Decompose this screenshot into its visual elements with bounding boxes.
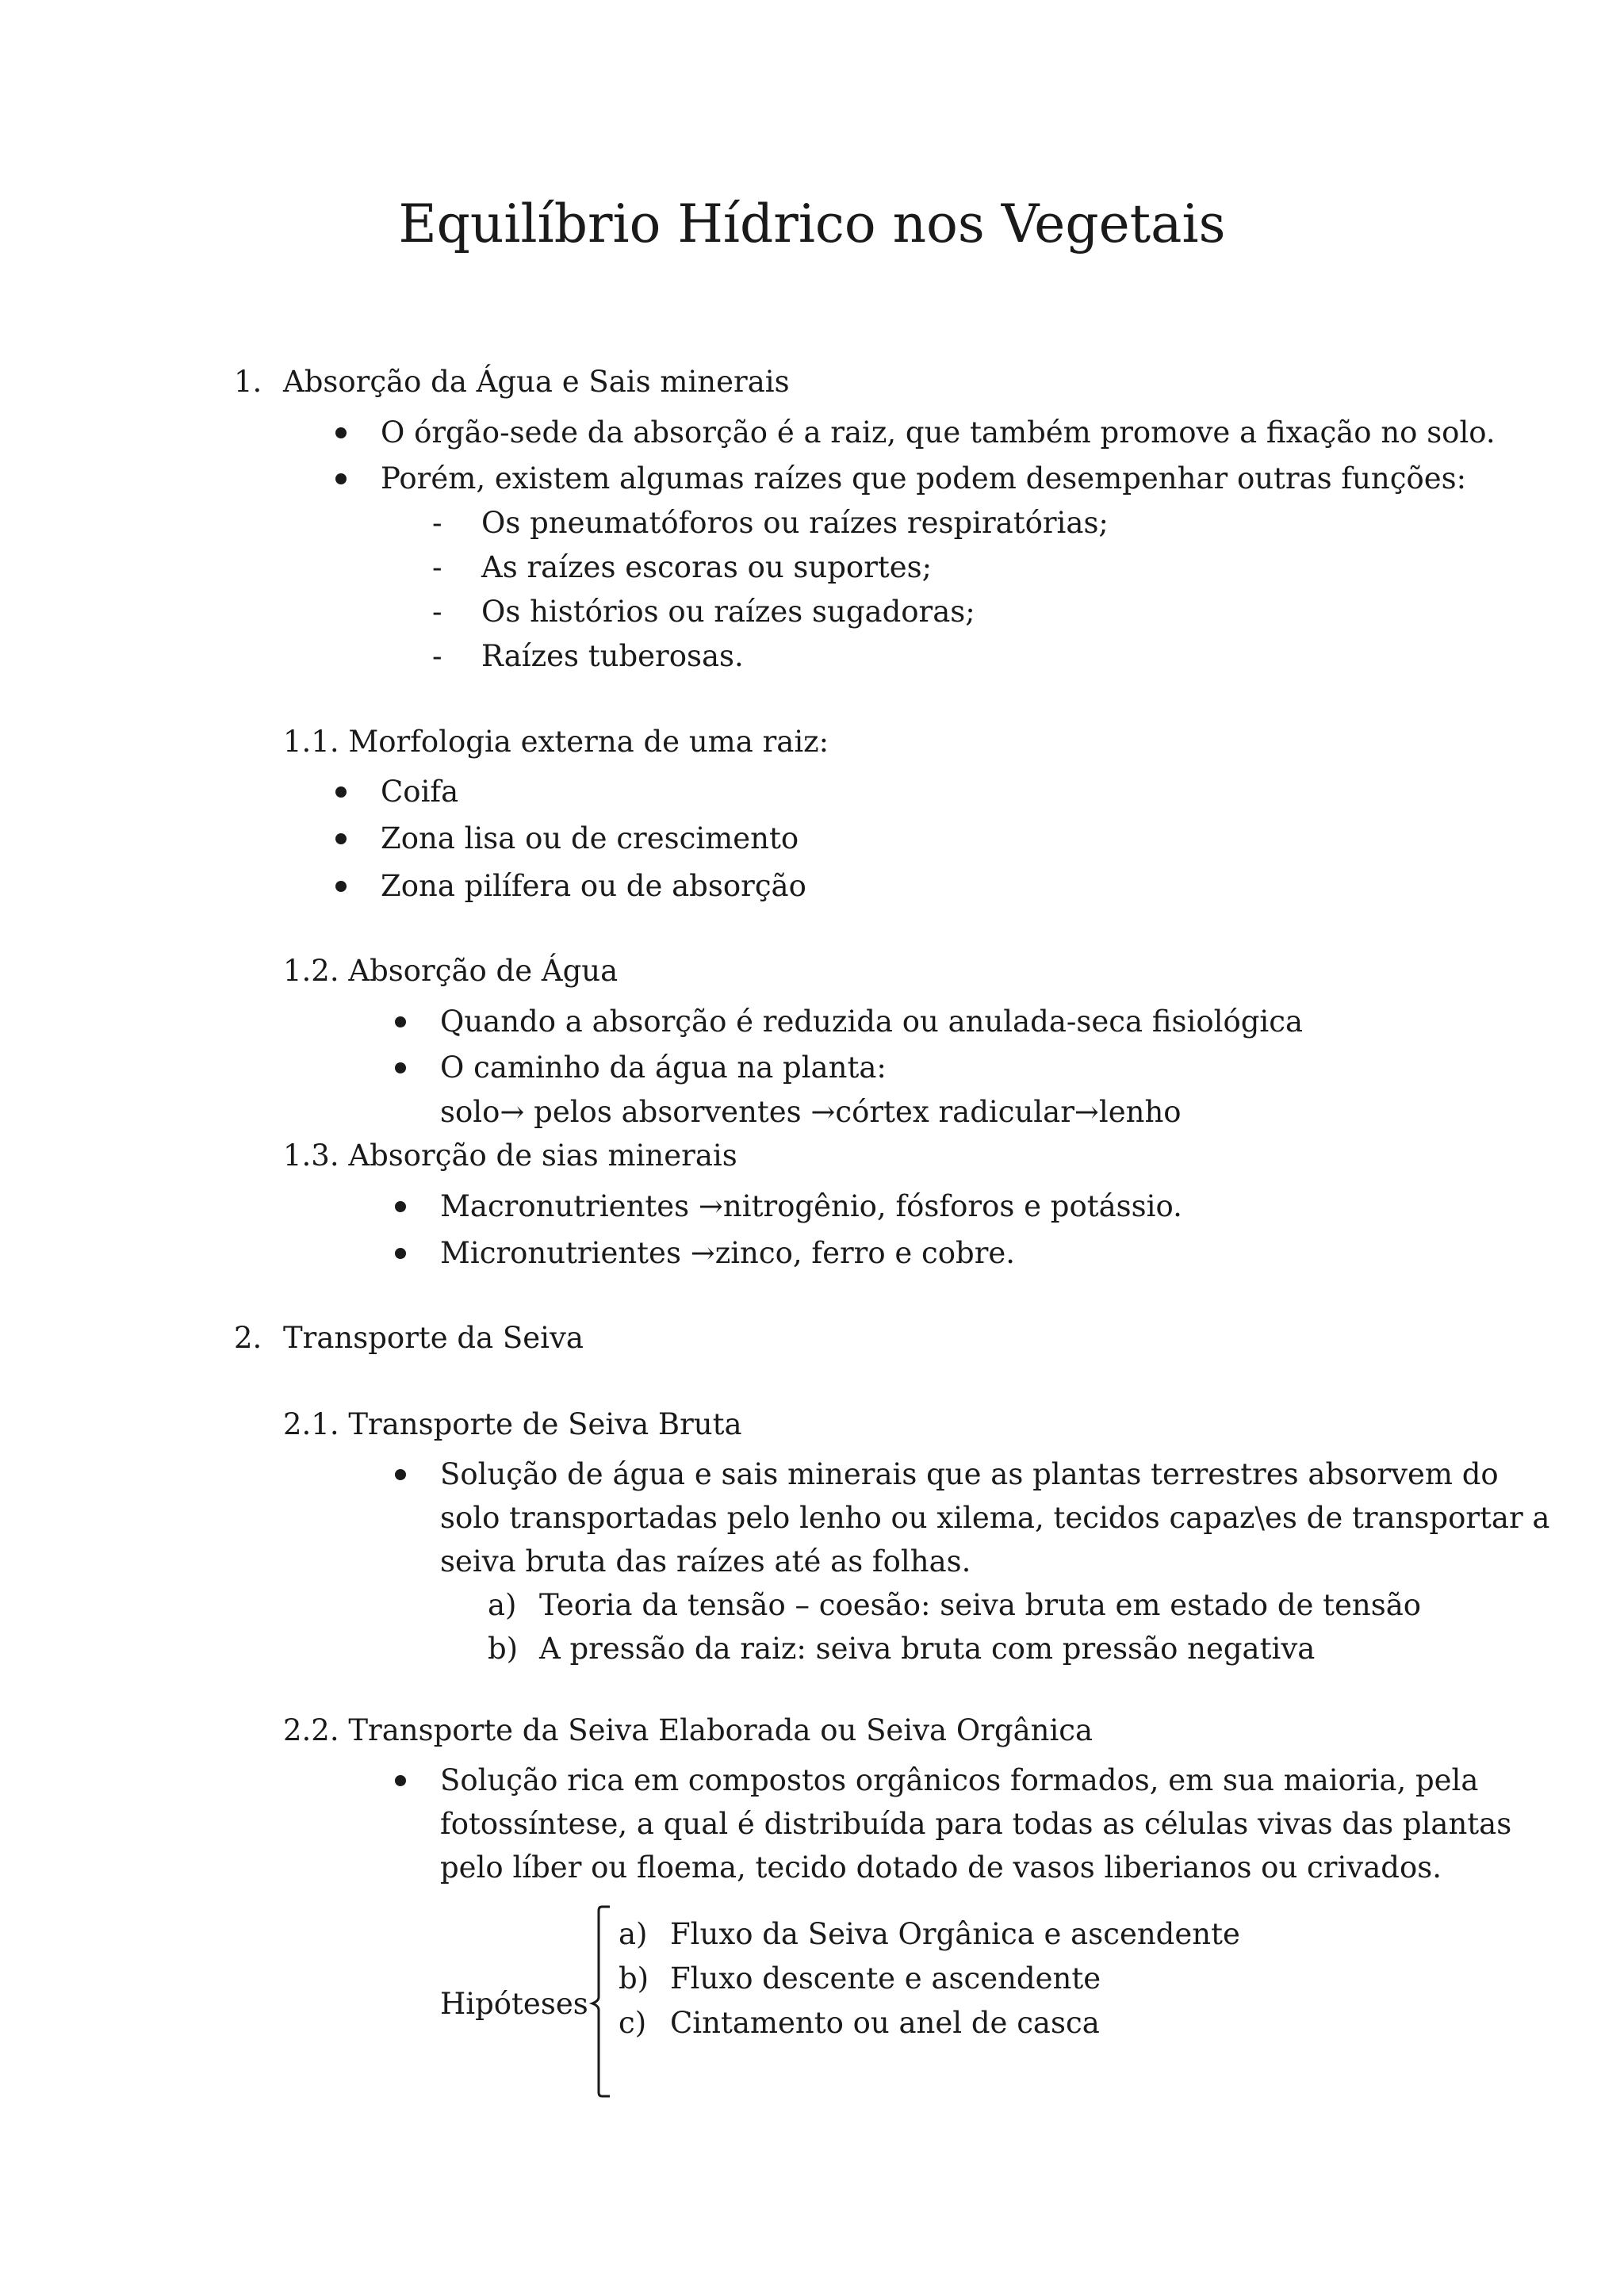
- s2-1-para-line-2: solo transportadas pelo lenho ou xilema, tecidos capaz\es de transportar a: [440, 1501, 1550, 1535]
- s1-3-bullet-1: Macronutrientes →nitrogênio, fósforos e potássio.: [440, 1189, 1182, 1223]
- bullet-icon: [335, 473, 347, 484]
- bullet-icon: [395, 1016, 406, 1027]
- bullet-icon: [395, 1248, 406, 1259]
- section-2-2-heading: 2.2. Transporte da Seiva Elaborada ou Seiva Orgânica: [283, 1713, 1094, 1747]
- bullet-icon: [395, 1775, 406, 1786]
- s2-1-para-line-1: Solução de água e sais minerais que as plantas terrestres absorvem do: [440, 1457, 1499, 1491]
- hypothesis-b: Fluxo descente e ascendente: [670, 1961, 1101, 1996]
- s1-bullet-1: O órgão-sede da absorção é a raiz, que também promove a fixação no solo.: [381, 415, 1496, 450]
- hypothesis-c: Cintamento ou anel de casca: [670, 2006, 1100, 2040]
- s1-2-bullet-2: O caminho da água na planta:: [440, 1050, 887, 1085]
- section-1-3-heading: 1.3. Absorção de sias minerais: [283, 1138, 737, 1173]
- s1-3-bullet-2: Micronutrientes →zinco, ferro e cobre.: [440, 1236, 1016, 1270]
- hypothesis-b-marker: b): [619, 1961, 649, 1996]
- s2-1-para-line-3: seiva bruta das raízes até as folhas.: [440, 1544, 971, 1578]
- bullet-icon: [335, 427, 347, 438]
- section-2-number: 2.: [234, 1321, 262, 1355]
- s1-1-bullet-1: Coifa: [381, 775, 459, 809]
- page-title: Equilíbrio Hídrico nos Vegetais: [398, 193, 1226, 254]
- dash-icon: -: [432, 506, 442, 540]
- s2-1-item-a: Teoria da tensão – coesão: seiva bruta em estado de tensão: [539, 1588, 1422, 1622]
- s2-2-para-line-3: pelo líber ou floema, tecido dotado de vasos liberianos ou crivados.: [440, 1850, 1442, 1885]
- hypothesis-a-marker: a): [619, 1917, 648, 1951]
- section-2-1-heading: 2.1. Transporte de Seiva Bruta: [283, 1407, 742, 1441]
- s1-dash-item-1: Os pneumatóforos ou raízes respiratórias;: [481, 506, 1109, 540]
- s2-2-para-line-1: Solução rica em compostos orgânicos formados, em sua maioria, pela: [440, 1763, 1479, 1797]
- bullet-icon: [335, 786, 347, 798]
- dash-icon: -: [432, 550, 442, 584]
- section-2-heading: Transporte da Seiva: [283, 1321, 584, 1355]
- bullet-icon: [395, 1062, 406, 1073]
- s2-1-item-b-marker: b): [488, 1632, 519, 1666]
- water-path-line: solo→ pelos absorventes →córtex radicular→lenho: [440, 1095, 1182, 1129]
- section-1-1-heading: 1.1. Morfologia externa de uma raiz:: [283, 725, 829, 759]
- dash-icon: -: [432, 639, 442, 673]
- section-1-number: 1.: [234, 365, 262, 399]
- s1-dash-item-2: As raízes escoras ou suportes;: [481, 550, 933, 584]
- bullet-icon: [395, 1201, 406, 1212]
- hypothesis-c-marker: c): [619, 2006, 647, 2040]
- s2-1-item-a-marker: a): [488, 1588, 517, 1622]
- s1-dash-item-4: Raízes tuberosas.: [481, 639, 744, 673]
- bullet-icon: [335, 881, 347, 892]
- s2-2-para-line-2: fotossíntese, a qual é distribuída para todas as células vivas das plantas: [440, 1807, 1512, 1841]
- hypotheses-label: Hipóteses: [440, 1987, 588, 2021]
- hypothesis-a: Fluxo da Seiva Orgânica e ascendente: [670, 1917, 1240, 1951]
- section-1-heading: Absorção da Água e Sais minerais: [283, 365, 790, 399]
- section-1-2-heading: 1.2. Absorção de Água: [283, 954, 619, 988]
- s1-dash-item-3: Os histórios ou raízes sugadoras;: [481, 595, 975, 629]
- s2-1-item-b: A pressão da raiz: seiva bruta com pressão negativa: [539, 1632, 1316, 1666]
- bullet-icon: [395, 1469, 406, 1480]
- dash-icon: -: [432, 595, 442, 629]
- s1-2-bullet-1: Quando a absorção é reduzida ou anulada-seca fisiológica: [440, 1004, 1304, 1039]
- s1-bullet-2: Porém, existem algumas raízes que podem desempenhar outras funções:: [381, 461, 1467, 496]
- s1-1-bullet-3: Zona pilífera ou de absorção: [381, 869, 806, 903]
- curly-brace-icon: [583, 1904, 615, 2099]
- s1-1-bullet-2: Zona lisa ou de crescimento: [381, 821, 799, 855]
- bullet-icon: [335, 833, 347, 844]
